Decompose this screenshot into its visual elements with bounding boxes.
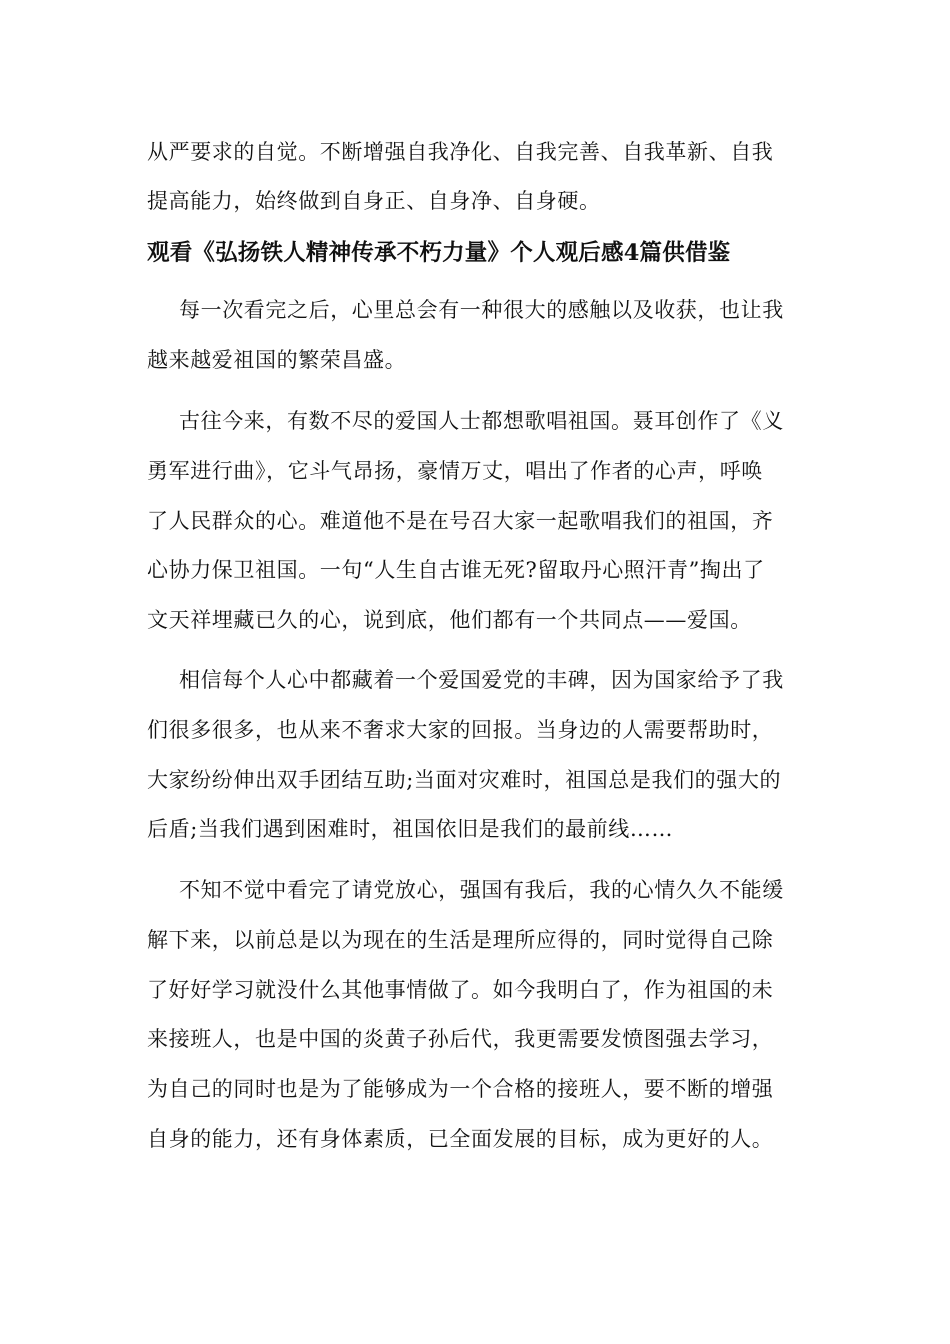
paragraph-1-line-2: 越来越爱祖国的繁荣昌盛。 xyxy=(147,348,407,372)
paragraph-2-line-5: 文天祥埋藏已久的心，说到底，他们都有一个共同点——爱国。 xyxy=(147,608,752,632)
intro-line-1: 从严要求的自觉。不断增强自我净化、自我完善、自我革新、自我 xyxy=(147,140,774,164)
intro-line-2: 提高能力，始终做到自身正、自身净、自身硬。 xyxy=(147,189,601,213)
paragraph-3-line-3: 大家纷纷伸出双手团结互助;当面对灾难时，祖国总是我们的强大的 xyxy=(147,768,782,792)
paragraph-2-line-3: 了人民群众的心。难道他不是在号召大家一起歌唱我们的祖国，齐 xyxy=(147,509,774,533)
paragraph-3-line-2: 们很多很多，也从来不奢求大家的回报。当身边的人需要帮助时， xyxy=(147,718,774,742)
paragraph-4-line-4: 来接班人，也是中国的炎黄子孙后代，我更需要发愤图强去学习， xyxy=(147,1027,774,1051)
paragraph-4-line-2: 解下来，以前总是以为现在的生活是理所应得的，同时觉得自己除 xyxy=(147,928,774,952)
paragraph-2-line-2: 勇军进行曲》，它斗气昂扬，豪情万丈，唱出了作者的心声，呼唤 xyxy=(147,459,763,483)
paragraph-2-line-4: 心协力保卫祖国。一句“人生自古谁无死?留取丹心照汗青”掏出了 xyxy=(147,558,765,582)
article-heading: 观看《弘扬铁人精神传承不朽力量》个人观后感4篇供借鉴 xyxy=(147,240,731,266)
paragraph-1-line-1: 每一次看完之后，心里总会有一种很大的感触以及收获，也让我 xyxy=(179,298,784,322)
paragraph-3-line-4: 后盾;当我们遇到困难时，祖国依旧是我们的最前线…… xyxy=(147,817,674,841)
paragraph-4-line-1: 不知不觉中看完了请党放心，强国有我后，我的心情久久不能缓 xyxy=(179,878,784,902)
paragraph-4-line-6: 自身的能力，还有身体素质，已全面发展的目标，成为更好的人。 xyxy=(147,1127,774,1151)
paragraph-4-line-3: 了好好学习就没什么其他事情做了。如今我明白了，作为祖国的未 xyxy=(147,978,774,1002)
paragraph-3-line-1: 相信每个人心中都藏着一个爱国爱党的丰碑，因为国家给予了我 xyxy=(179,668,784,692)
paragraph-2-line-1: 古往今来，有数不尽的爱国人士都想歌唱祖国。聂耳创作了《义 xyxy=(179,409,784,433)
paragraph-4-line-5: 为自己的同时也是为了能够成为一个合格的接班人，要不断的增强 xyxy=(147,1077,774,1101)
